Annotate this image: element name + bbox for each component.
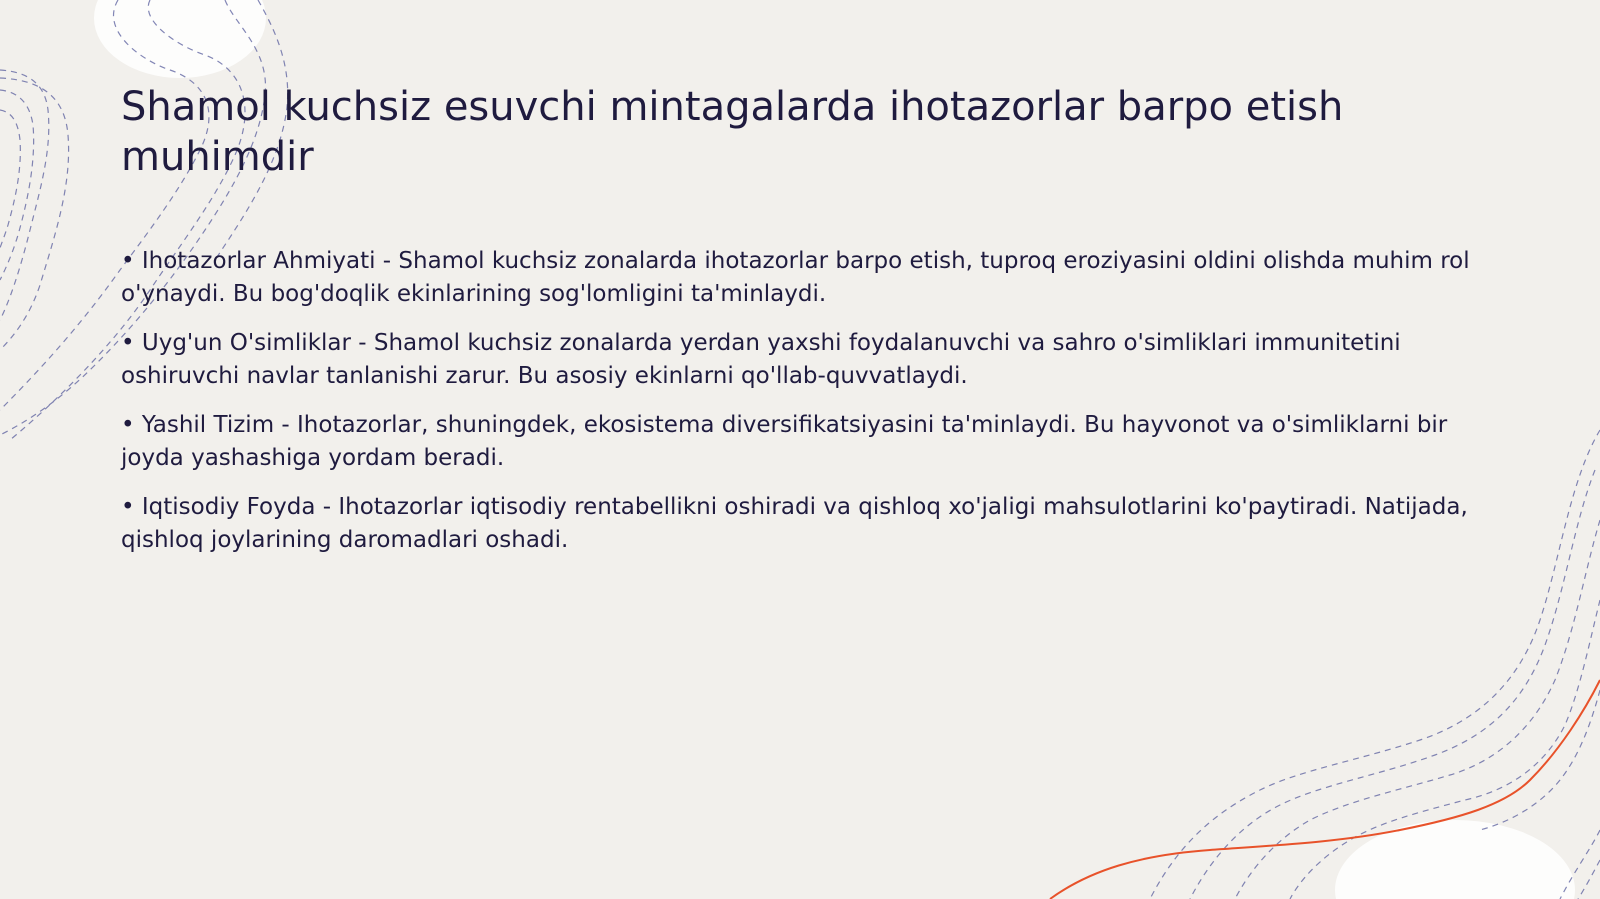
bullet-item-osimliklar: • Uyg'un O'simliklar - Shamol kuchsiz zonalarda yerdan yaxshi foydalanuvchi va sahro o'simliklari immunitetini oshiruvchi navlar tanlanishi zarur. Bu asosiy ekinlarni qo'llab-quvvatlaydi. — [121, 330, 1401, 389]
bullet-item-iqtisodiy-foyda: • Iqtisodiy Foyda - Ihotazorlar iqtisodiy rentabellikni oshiradi va qishloq xo'jaligi mahsulotlarini ko'paytiradi. Natijada, qishloq joylarining daromadlari oshadi. — [121, 494, 1468, 553]
slide-title: Shamol kuchsiz esuvchi mintagalarda ihotazorlar barpo etish muhimdir — [121, 84, 1344, 180]
bullet-item-ahmiyati: • Ihotazorlar Ahmiyati - Shamol kuchsiz zonalarda ihotazorlar barpo etish, tuproq eroziyasini oldini olishda muhim rol o'ynaydi. Bu bog'doqlik ekinlarining sog'lomligini ta'minlaydi. — [121, 248, 1470, 307]
bullet-list — [121, 245, 1471, 573]
top-blob — [94, 0, 266, 78]
bullet-item-yashil-tizim: • Yashil Tizim - Ihotazorlar, shuningdek, ekosistema diversifikatsiyasini ta'minlaydi. Bu hayvonot va o'simliklarni bir joyda yashashiga yordam beradi. — [121, 412, 1448, 471]
bottom-right-blob — [1335, 820, 1575, 899]
